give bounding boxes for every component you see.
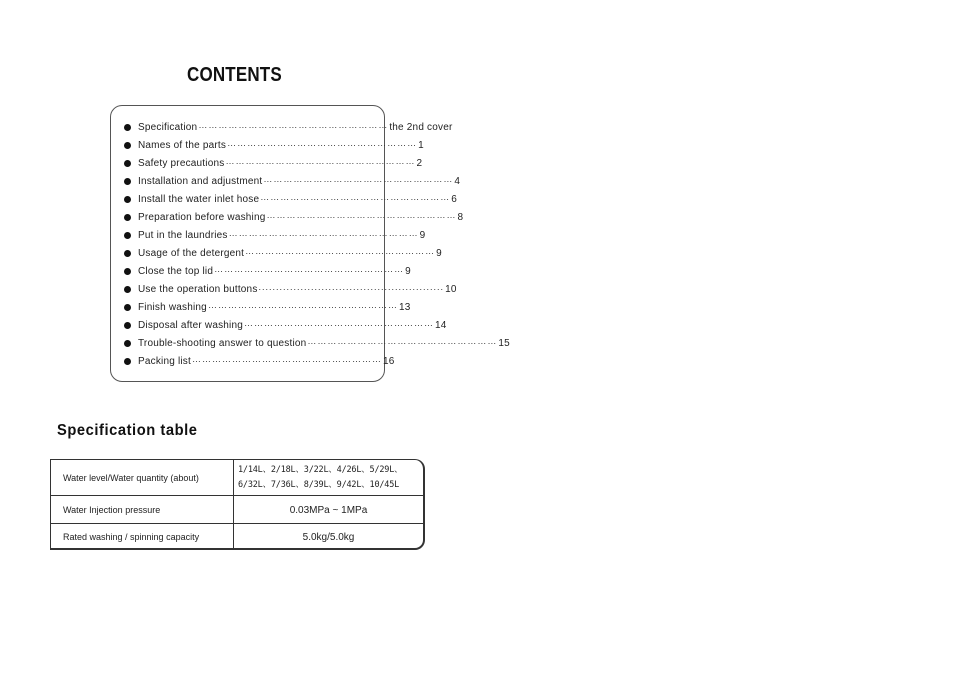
bullet-icon xyxy=(124,232,131,239)
toc-item xyxy=(124,119,453,135)
toc-item-page: 14 xyxy=(435,319,447,331)
bullet-icon xyxy=(124,178,131,185)
toc-dot-leader: ………………………………………………… xyxy=(214,264,405,274)
toc-item-page: 10 xyxy=(445,283,457,295)
spec-label: Water Injection pressure xyxy=(51,496,234,524)
bullet-icon xyxy=(124,304,131,311)
spec-label: Rated washing / spinning capacity xyxy=(51,524,234,550)
toc-dot-leader: ………………………………………………… xyxy=(198,120,389,130)
toc-item xyxy=(124,245,442,261)
toc-item xyxy=(124,191,457,207)
bullet-icon xyxy=(124,286,131,293)
toc-item-page: 2 xyxy=(416,157,423,169)
toc-item-page: 9 xyxy=(436,247,442,259)
toc-item-label: Specification xyxy=(138,121,198,133)
toc-dot-leader: ………………………………………………… xyxy=(307,336,498,346)
bullet-icon xyxy=(124,358,131,365)
toc-item-label: Disposal after washing xyxy=(138,319,244,331)
toc-dot-leader: ………………………………………………… xyxy=(266,210,457,220)
bullet-icon xyxy=(124,214,131,221)
contents-title: CONTENTS xyxy=(187,64,282,86)
spec-label: Water level/Water quantity (about) xyxy=(51,460,234,495)
toc-dot-leader: ………………………………………………… xyxy=(260,192,451,202)
toc-dot-leader: ………………………………………………… xyxy=(245,246,436,256)
spec-value xyxy=(234,460,423,495)
toc-item xyxy=(124,173,461,189)
toc-item-page: 15 xyxy=(498,337,510,349)
bullet-icon xyxy=(124,268,131,275)
toc-item-label: Names of the parts xyxy=(138,139,227,151)
toc-item xyxy=(124,335,510,351)
toc-item-page: 13 xyxy=(398,301,411,313)
toc-item xyxy=(124,155,423,171)
toc-item xyxy=(124,263,411,279)
toc-item-page: 8 xyxy=(457,211,464,223)
toc-item xyxy=(124,317,447,333)
toc-item-label: Finish washing xyxy=(138,301,207,313)
toc-item-page: 4 xyxy=(454,175,461,187)
toc-dot-leader: ………………………………………………… xyxy=(191,354,382,364)
bullet-icon xyxy=(124,322,131,329)
spec-value-line: 6/32L、7/36L、8/39L、9/42L、10/45L xyxy=(238,479,400,490)
toc-box xyxy=(110,105,510,382)
bullet-icon xyxy=(124,160,131,167)
toc-item-label: Use the operation buttons xyxy=(138,283,258,295)
toc-dot-leader: ………………………………………………… xyxy=(244,318,435,328)
toc-item-page: 6 xyxy=(451,193,457,205)
toc-item-label: Safety precautions xyxy=(138,157,225,169)
toc-item-label: Installation and adjustment xyxy=(138,175,263,187)
toc-item-page: 16 xyxy=(382,355,395,367)
toc-dot-leader: ..................................................... xyxy=(258,282,445,292)
toc-dot-leader: ………………………………………………… xyxy=(225,156,416,166)
table-row xyxy=(51,460,423,495)
toc-item-label: Preparation before washing xyxy=(138,211,266,223)
spec-value: 5.0kg/5.0kg xyxy=(302,531,355,543)
toc-item-label: Close the top lid xyxy=(138,265,214,277)
toc-item xyxy=(124,299,411,315)
toc-dot-leader: ………………………………………………… xyxy=(227,138,418,148)
toc-item-page: 9 xyxy=(419,229,426,241)
spec-table-title: Specification table xyxy=(57,422,198,439)
toc-item xyxy=(124,353,395,369)
toc-dot-leader: ………………………………………………… xyxy=(228,228,419,238)
spec-table xyxy=(50,459,425,550)
bullet-icon xyxy=(124,196,131,203)
toc-dot-leader: ………………………………………………… xyxy=(263,174,454,184)
table-row xyxy=(51,523,423,550)
toc-item xyxy=(124,227,426,243)
spec-value-line: 1/14L、2/18L、3/22L、4/26L、5/29L、 xyxy=(238,464,403,475)
toc-item-label: Trouble-shooting answer to question xyxy=(138,337,307,349)
toc-item xyxy=(124,137,424,153)
toc-item-label: Packing list xyxy=(138,355,191,367)
toc-item-label: Usage of the detergent xyxy=(138,247,245,259)
bullet-icon xyxy=(124,124,131,131)
toc-dot-leader: ………………………………………………… xyxy=(207,300,398,310)
bullet-icon xyxy=(124,250,131,257)
toc-item xyxy=(124,209,464,225)
table-row xyxy=(51,495,423,524)
toc-item-page: the 2nd cover xyxy=(389,121,453,133)
toc-item xyxy=(124,281,457,297)
toc-item-label: Install the water inlet hose xyxy=(138,193,260,205)
toc-item-page: 9 xyxy=(405,265,411,277)
toc-item-page: 1 xyxy=(418,139,424,151)
toc-item-label: Put in the laundries xyxy=(138,229,228,241)
bullet-icon xyxy=(124,340,131,347)
spec-value: 0.03MPa ~ 1MPa xyxy=(289,504,368,516)
bullet-icon xyxy=(124,142,131,149)
